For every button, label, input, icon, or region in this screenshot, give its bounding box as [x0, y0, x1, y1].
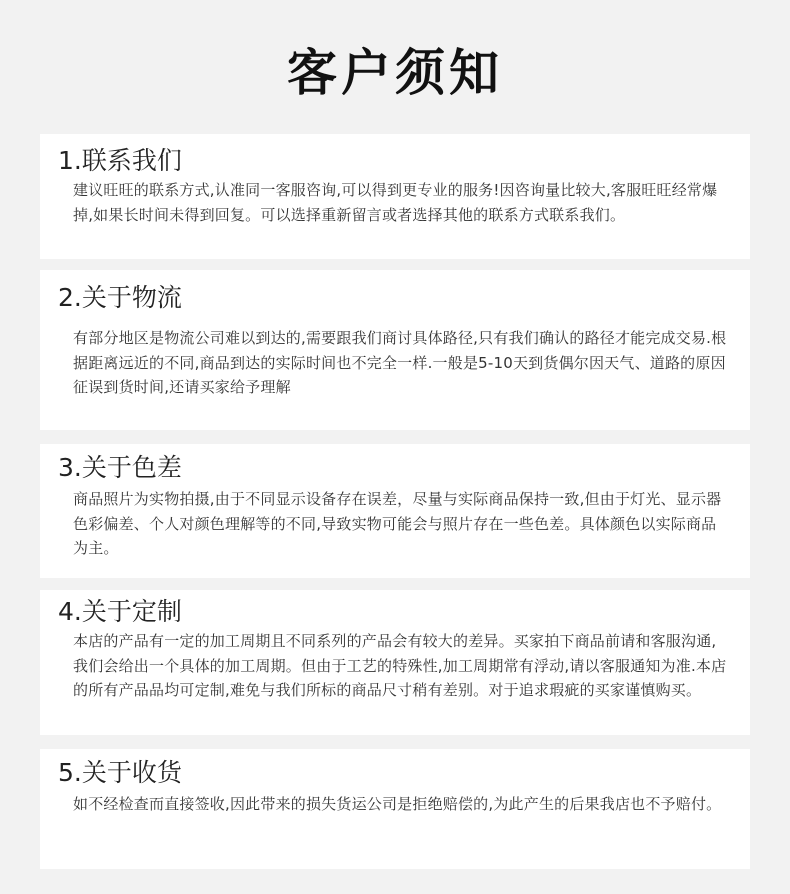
- notice-card-contact: [40, 134, 750, 259]
- notice-card-receipt: [40, 749, 750, 869]
- section-body: 商品照片为实物拍摄,由于不同显示设备存在误差，尽量与实际商品保持一致,但由于灯光、显示器色彩偏差、个人对颜色理解等的不同,导致实物可能会与照片存在一些色差。具体颜色以实际商品为主。: [73, 490, 722, 557]
- section-body: 本店的产品有一定的加工周期且不同系列的产品会有较大的差异。买家拍下商品前请和客服沟通,我们会给出一个具体的加工周期。但由于工艺的特殊性,加工周期常有浮动,请以客服通知为准.本店的所有产品品均可定制,难免与我们所标的商品尺寸稍有差别。对于追求瑕疵的买家谨慎购买。: [73, 632, 727, 699]
- section-heading: 5.关于收货: [58, 758, 182, 787]
- notice-card-customization: [40, 590, 750, 735]
- section-heading: 1.联系我们: [58, 146, 182, 175]
- section-heading: 4.关于定制: [58, 597, 182, 626]
- notice-card-logistics: [40, 270, 750, 430]
- section-body: 建议旺旺的联系方式,认准同一客服咨询,可以得到更专业的服务!因咨询量比较大,客服旺旺经常爆掉,如果长时间未得到回复。可以选择重新留言或者选择其他的联系方式联系我们。: [73, 181, 718, 224]
- section-body: 有部分地区是物流公司难以到达的,需要跟我们商讨具体路径,只有我们确认的路径才能完成交易.根据距离远近的不同,商品到达的实际时间也不完全一样.一般是5-10天到货偶尔因天气、道路的原因征误到货时间,还请买家给予理解: [73, 329, 727, 396]
- section-heading: 3.关于色差: [58, 453, 182, 482]
- section-heading: 2.关于物流: [58, 283, 182, 312]
- page-title: 客户须知: [287, 44, 503, 102]
- notice-card-color-difference: [40, 444, 750, 578]
- section-body: 如不经检查而直接签收,因此带来的损失货运公司是拒绝赔偿的,为此产生的后果我店也不予赔付。: [73, 795, 722, 813]
